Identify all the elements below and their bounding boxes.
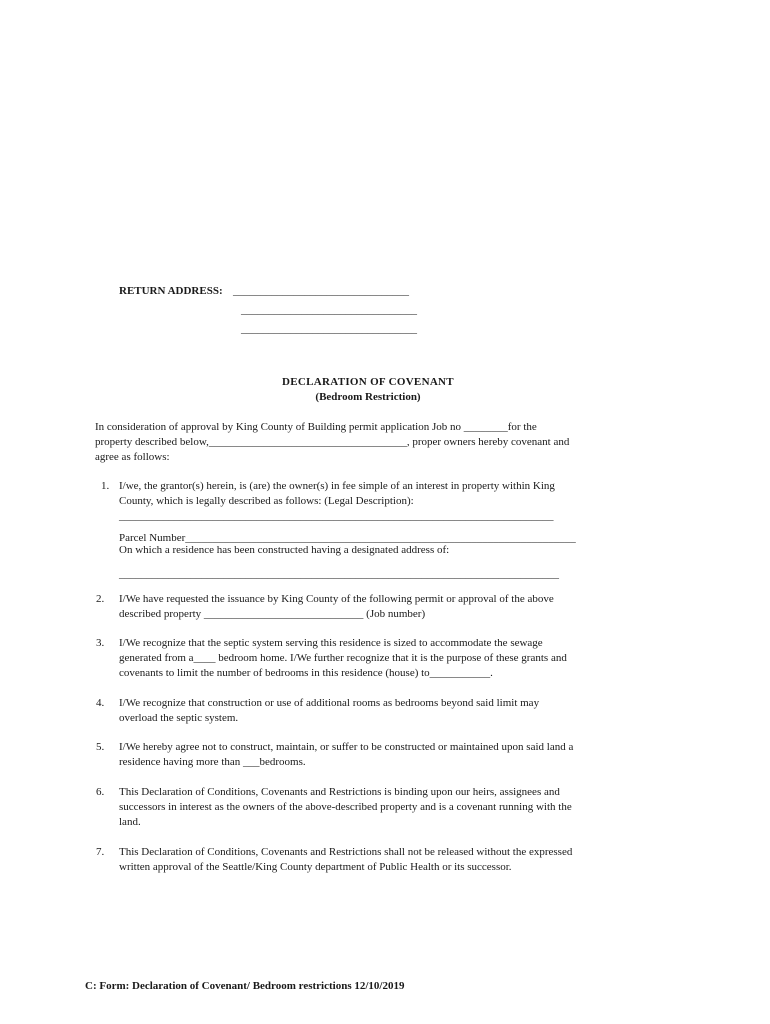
item-4-line-2: overload the septic system. xyxy=(119,712,239,724)
intro-line-1: In consideration of approval by King County of Building permit application Job no ________for the xyxy=(95,421,537,433)
item-1-address-label: On which a residence has been constructed having a designated address of: xyxy=(119,544,450,556)
item-3-line-3: covenants to limit the number of bedrooms in this residence (house) to___________. xyxy=(119,667,493,679)
item-number: 1. xyxy=(101,480,110,492)
item-7-line-2: written approval of the Seattle/King County department of Public Health or its successor. xyxy=(119,861,512,873)
item-2-line-2: described property _____________________________ (Job number) xyxy=(119,608,426,620)
legal-description-line: _______________________________________________________________________________ xyxy=(119,510,554,522)
document-title: DECLARATION OF COVENANT xyxy=(282,376,454,388)
address-line: ________________________________________________________________________________ xyxy=(119,568,559,580)
item-number: 6. xyxy=(96,786,105,798)
item-number: 7. xyxy=(96,846,105,858)
return-address-line-2: ________________________________ xyxy=(241,304,417,316)
item-number: 4. xyxy=(96,697,105,709)
item-2-line-1: I/We have requested the issuance by King County of the following permit or approval of the above xyxy=(119,593,554,605)
document-subtitle: (Bedroom Restriction) xyxy=(315,391,421,403)
item-5-line-1: I/We hereby agree not to construct, maintain, or suffer to be constructed or maintained upon said land a xyxy=(119,741,574,753)
item-1-line-1: I/we, the grantor(s) herein, is (are) the owner(s) in fee simple of an interest in property within King xyxy=(119,480,555,492)
intro-line-3: agree as follows: xyxy=(95,451,170,463)
item-4-line-1: I/We recognize that construction or use of additional rooms as bedrooms beyond said limit may xyxy=(119,697,540,709)
intro-line-2: property described below,____________________________________, proper owners hereby covenant and xyxy=(95,436,570,448)
item-3-line-2: generated from a____ bedroom home. I/We further recognize that it is the purpose of these grants and xyxy=(119,652,567,664)
item-6-line-2: successors in interest as the owners of the above-described property and is a covenant running with the xyxy=(119,801,572,813)
item-5-line-2: residence having more than ___bedrooms. xyxy=(119,756,306,768)
parcel-number-line: Parcel Number_______________________________________________________________________ xyxy=(119,532,576,544)
item-number: 2. xyxy=(96,593,105,605)
form-footer: C: Form: Declaration of Covenant/ Bedroom restrictions 12/10/2019 xyxy=(85,980,405,992)
return-address-line-3: ________________________________ xyxy=(241,323,417,335)
return-address-line-1: ________________________________ xyxy=(233,285,409,297)
item-6-line-1: This Declaration of Conditions, Covenants and Restrictions is binding upon our heirs, assignees and xyxy=(119,786,560,798)
item-3-line-1: I/We recognize that the septic system serving this residence is sized to accommodate the sewage xyxy=(119,637,543,649)
return-address-label: RETURN ADDRESS: xyxy=(119,285,223,297)
item-number: 5. xyxy=(96,741,105,753)
item-number: 3. xyxy=(96,637,105,649)
item-1-line-2: County, which is legally described as follows: (Legal Description): xyxy=(119,495,414,507)
item-7-line-1: This Declaration of Conditions, Covenants and Restrictions shall not be released without the expressed xyxy=(119,846,573,858)
item-6-line-3: land. xyxy=(119,816,141,828)
